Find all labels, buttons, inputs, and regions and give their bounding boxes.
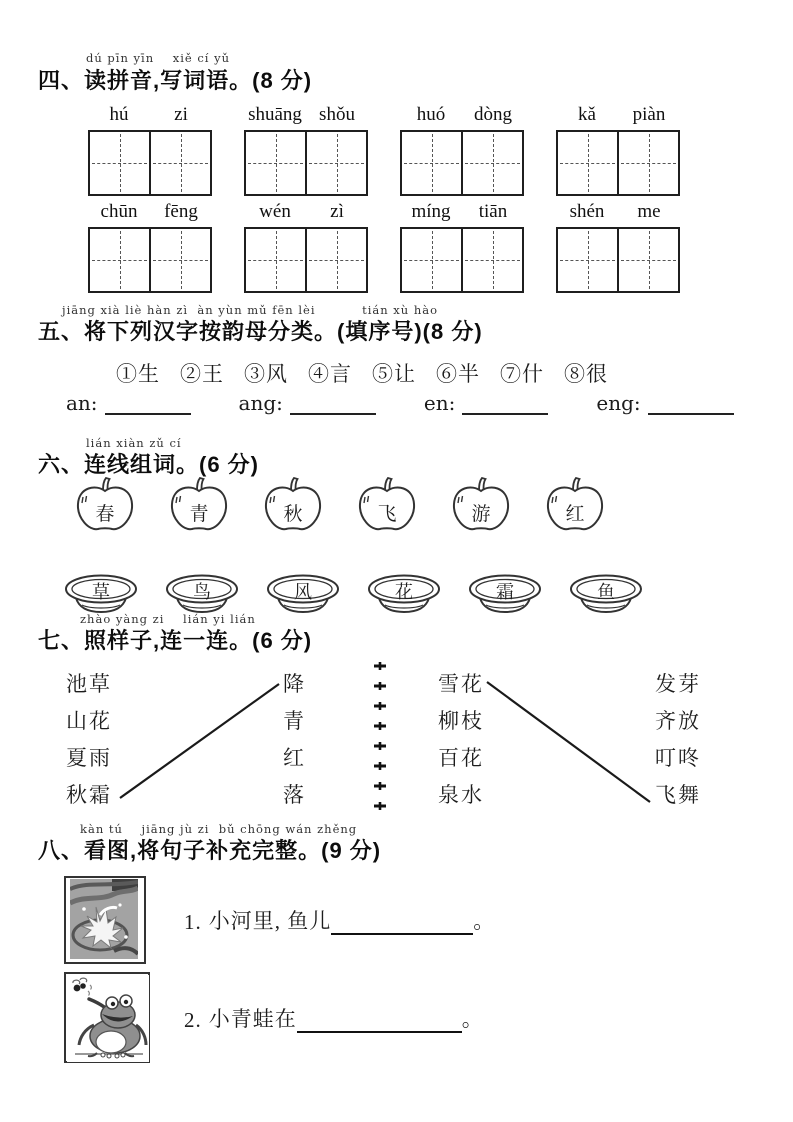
rhyme-category-row — [66, 391, 734, 415]
tianzige-cell[interactable] — [461, 229, 522, 291]
writing-grid-group — [244, 201, 368, 293]
tianzige-cell[interactable] — [90, 229, 149, 291]
sentence-2 — [184, 1003, 484, 1033]
match-word[interactable]: 柳枝 — [438, 709, 484, 733]
match-column-4 — [655, 672, 701, 807]
category-label-an: an: — [66, 391, 98, 415]
match-word[interactable]: 红 — [283, 746, 306, 770]
writing-grid-group — [556, 104, 680, 196]
frog-catching-fly-illustration — [67, 975, 149, 1062]
pinyin-label — [88, 201, 212, 227]
match-column-1 — [66, 672, 112, 807]
category-label-eng: eng: — [596, 391, 641, 415]
apple-word-label: 青 — [189, 504, 209, 525]
match-column-3 — [438, 672, 484, 807]
rhyme-character: ①生 — [116, 362, 160, 386]
pinyin-syllable: shuāng — [248, 104, 302, 125]
tianzige-cell[interactable] — [558, 229, 617, 291]
writing-grid-row-2 — [88, 201, 680, 293]
rhyme-character-list — [116, 358, 608, 388]
section-5-pinyin: jiāng xià liè hàn zì àn yùn mǔ fēn lèi tián xù hào — [62, 303, 439, 317]
apple-word-label: 红 — [565, 504, 585, 525]
pinyin-syllable: hú — [109, 104, 129, 125]
pinyin-label — [556, 104, 680, 130]
pinyin-syllable: piàn — [632, 104, 666, 125]
tianzige-cell[interactable] — [246, 229, 305, 291]
pinyin-syllable: zi — [174, 104, 188, 125]
bowl-word[interactable] — [266, 574, 340, 614]
sentence-1-lead: 小河里, 鱼儿 — [208, 909, 332, 933]
apple-word-row — [74, 477, 606, 535]
match-word[interactable]: 发芽 — [655, 672, 701, 696]
sentence-1-number: 1. — [184, 910, 202, 934]
match-word[interactable]: 齐放 — [655, 709, 701, 733]
match-word[interactable]: 池草 — [66, 672, 112, 696]
sentence-2-number: 2. — [184, 1008, 202, 1032]
match-word[interactable]: 落 — [283, 783, 306, 807]
apple-word-label: 游 — [471, 504, 491, 525]
apple-word-label: 秋 — [283, 504, 303, 525]
pinyin-syllable: shén — [569, 201, 605, 222]
tianzige-cell[interactable] — [246, 132, 305, 194]
frog-fly-image — [64, 972, 150, 1063]
rhyme-character: ②王 — [180, 362, 224, 386]
section-5-title: 五、将下列汉字按韵母分类。(填序号)(8 分) — [38, 319, 483, 344]
tianzige-cell[interactable] — [617, 229, 678, 291]
bowl-word-label: 鸟 — [193, 582, 211, 602]
tianzige-cell[interactable] — [402, 229, 461, 291]
sentence-2-period: 。 — [461, 1007, 484, 1031]
bowl-word-label: 鱼 — [597, 582, 615, 602]
pinyin-syllable: wén — [259, 201, 291, 222]
tianzige-cell[interactable] — [149, 132, 210, 194]
sentence-2-blank[interactable] — [297, 1005, 462, 1033]
section-7-pinyin: zhào yàng zi lián yi lián — [80, 612, 256, 626]
apple-word[interactable] — [356, 477, 418, 535]
rhyme-character: ⑤让 — [372, 362, 416, 386]
pinyin-label — [400, 104, 524, 130]
sentence-1-blank[interactable] — [331, 907, 473, 935]
bowl-word[interactable] — [165, 574, 239, 614]
answer-blank-an[interactable] — [105, 391, 191, 415]
apple-word-label: 春 — [95, 504, 115, 525]
match-word[interactable]: 秋霜 — [66, 783, 112, 807]
match-word[interactable]: 降 — [283, 672, 306, 696]
bowl-word-label: 花 — [395, 582, 413, 602]
bowl-word-label: 霜 — [496, 582, 514, 602]
pinyin-label — [88, 104, 212, 130]
rhyme-character: ⑥半 — [436, 362, 480, 386]
rhyme-character: ⑦什 — [500, 362, 544, 386]
pinyin-syllable: tiān — [478, 201, 508, 222]
section-8-pinyin: kàn tú jiāng jù zi bǔ chōng wán zhěng — [80, 822, 358, 836]
bowl-word-label: 草 — [92, 582, 110, 602]
river-fish-image — [64, 876, 146, 964]
bowl-word-row — [64, 574, 643, 614]
writing-grid-group — [556, 201, 680, 293]
writing-grid-group — [88, 201, 212, 293]
dashed-divider — [372, 662, 388, 822]
section-7-title: 七、照样子,连一连。(6 分) — [38, 628, 313, 653]
bowl-word-label: 风 — [294, 582, 312, 602]
apple-word[interactable] — [74, 477, 136, 535]
pinyin-syllable: míng — [411, 201, 451, 222]
pinyin-syllable: huó — [416, 104, 446, 125]
apple-word[interactable] — [168, 477, 230, 535]
pinyin-syllable: me — [637, 201, 661, 222]
apple-word[interactable] — [544, 477, 606, 535]
pinyin-label — [244, 104, 368, 130]
match-word[interactable]: 泉水 — [438, 783, 484, 807]
answer-blank-ang[interactable] — [290, 391, 376, 415]
match-word[interactable]: 飞舞 — [655, 783, 701, 807]
sentence-2-lead: 小青蛙在 — [208, 1007, 297, 1031]
match-column-2 — [283, 672, 306, 807]
section-4-title: 四、读拼音,写词语。(8 分) — [38, 68, 313, 93]
pinyin-syllable: dòng — [474, 104, 512, 125]
writing-grid-group — [400, 104, 524, 196]
answer-blank-eng[interactable] — [648, 391, 734, 415]
tianzige-cell[interactable] — [402, 132, 461, 194]
section-8-title: 八、看图,将句子补充完整。(9 分) — [38, 838, 382, 863]
category-label-ang: ang: — [238, 391, 283, 415]
rhyme-character: ⑧很 — [564, 362, 608, 386]
tianzige-cell[interactable] — [617, 132, 678, 194]
writing-grid-group — [400, 201, 524, 293]
apple-word-label: 飞 — [377, 504, 397, 525]
bowl-word[interactable] — [569, 574, 643, 614]
category-label-en: en: — [423, 391, 456, 415]
pinyin-label — [556, 201, 680, 227]
bowl-word[interactable] — [367, 574, 441, 614]
sentence-1-period: 。 — [473, 909, 496, 933]
rhyme-character: ④言 — [308, 362, 352, 386]
tianzige-cell[interactable] — [461, 132, 522, 194]
answer-blank-en[interactable] — [462, 391, 548, 415]
writing-grid-group — [88, 104, 212, 196]
tianzige-cell[interactable] — [305, 229, 366, 291]
tianzige-cell[interactable] — [558, 132, 617, 194]
match-word[interactable]: 雪花 — [438, 672, 484, 696]
pinyin-syllable: kǎ — [578, 104, 596, 125]
match-word[interactable]: 青 — [283, 709, 306, 733]
pinyin-syllable: zì — [330, 201, 344, 222]
pinyin-label — [400, 201, 524, 227]
match-word[interactable]: 夏雨 — [66, 746, 112, 770]
section-4-pinyin: dú pīn yīn xiě cí yǔ — [86, 51, 231, 65]
match-word[interactable]: 百花 — [438, 746, 484, 770]
bowl-word[interactable] — [64, 574, 138, 614]
writing-grid-row-1 — [88, 104, 680, 196]
match-word[interactable]: 叮咚 — [655, 746, 701, 770]
tianzige-cell[interactable] — [90, 132, 149, 194]
section-6-title: 六、连线组词。(6 分) — [38, 452, 260, 477]
river-fish-illustration — [70, 879, 138, 959]
sentence-1 — [184, 905, 495, 935]
pinyin-syllable: chūn — [100, 201, 138, 222]
pinyin-syllable: fēng — [164, 201, 198, 222]
pinyin-label — [244, 201, 368, 227]
tianzige-cell[interactable] — [305, 132, 366, 194]
pinyin-syllable: shǒu — [319, 104, 355, 125]
apple-word[interactable] — [450, 477, 512, 535]
rhyme-character: ③风 — [244, 362, 288, 386]
matching-area — [0, 658, 793, 826]
tianzige-cell[interactable] — [149, 229, 210, 291]
match-word[interactable]: 山花 — [66, 709, 112, 733]
writing-grid-group — [244, 104, 368, 196]
apple-word[interactable] — [262, 477, 324, 535]
section-6-pinyin: lián xiàn zǔ cí — [86, 436, 182, 450]
bowl-word[interactable] — [468, 574, 542, 614]
